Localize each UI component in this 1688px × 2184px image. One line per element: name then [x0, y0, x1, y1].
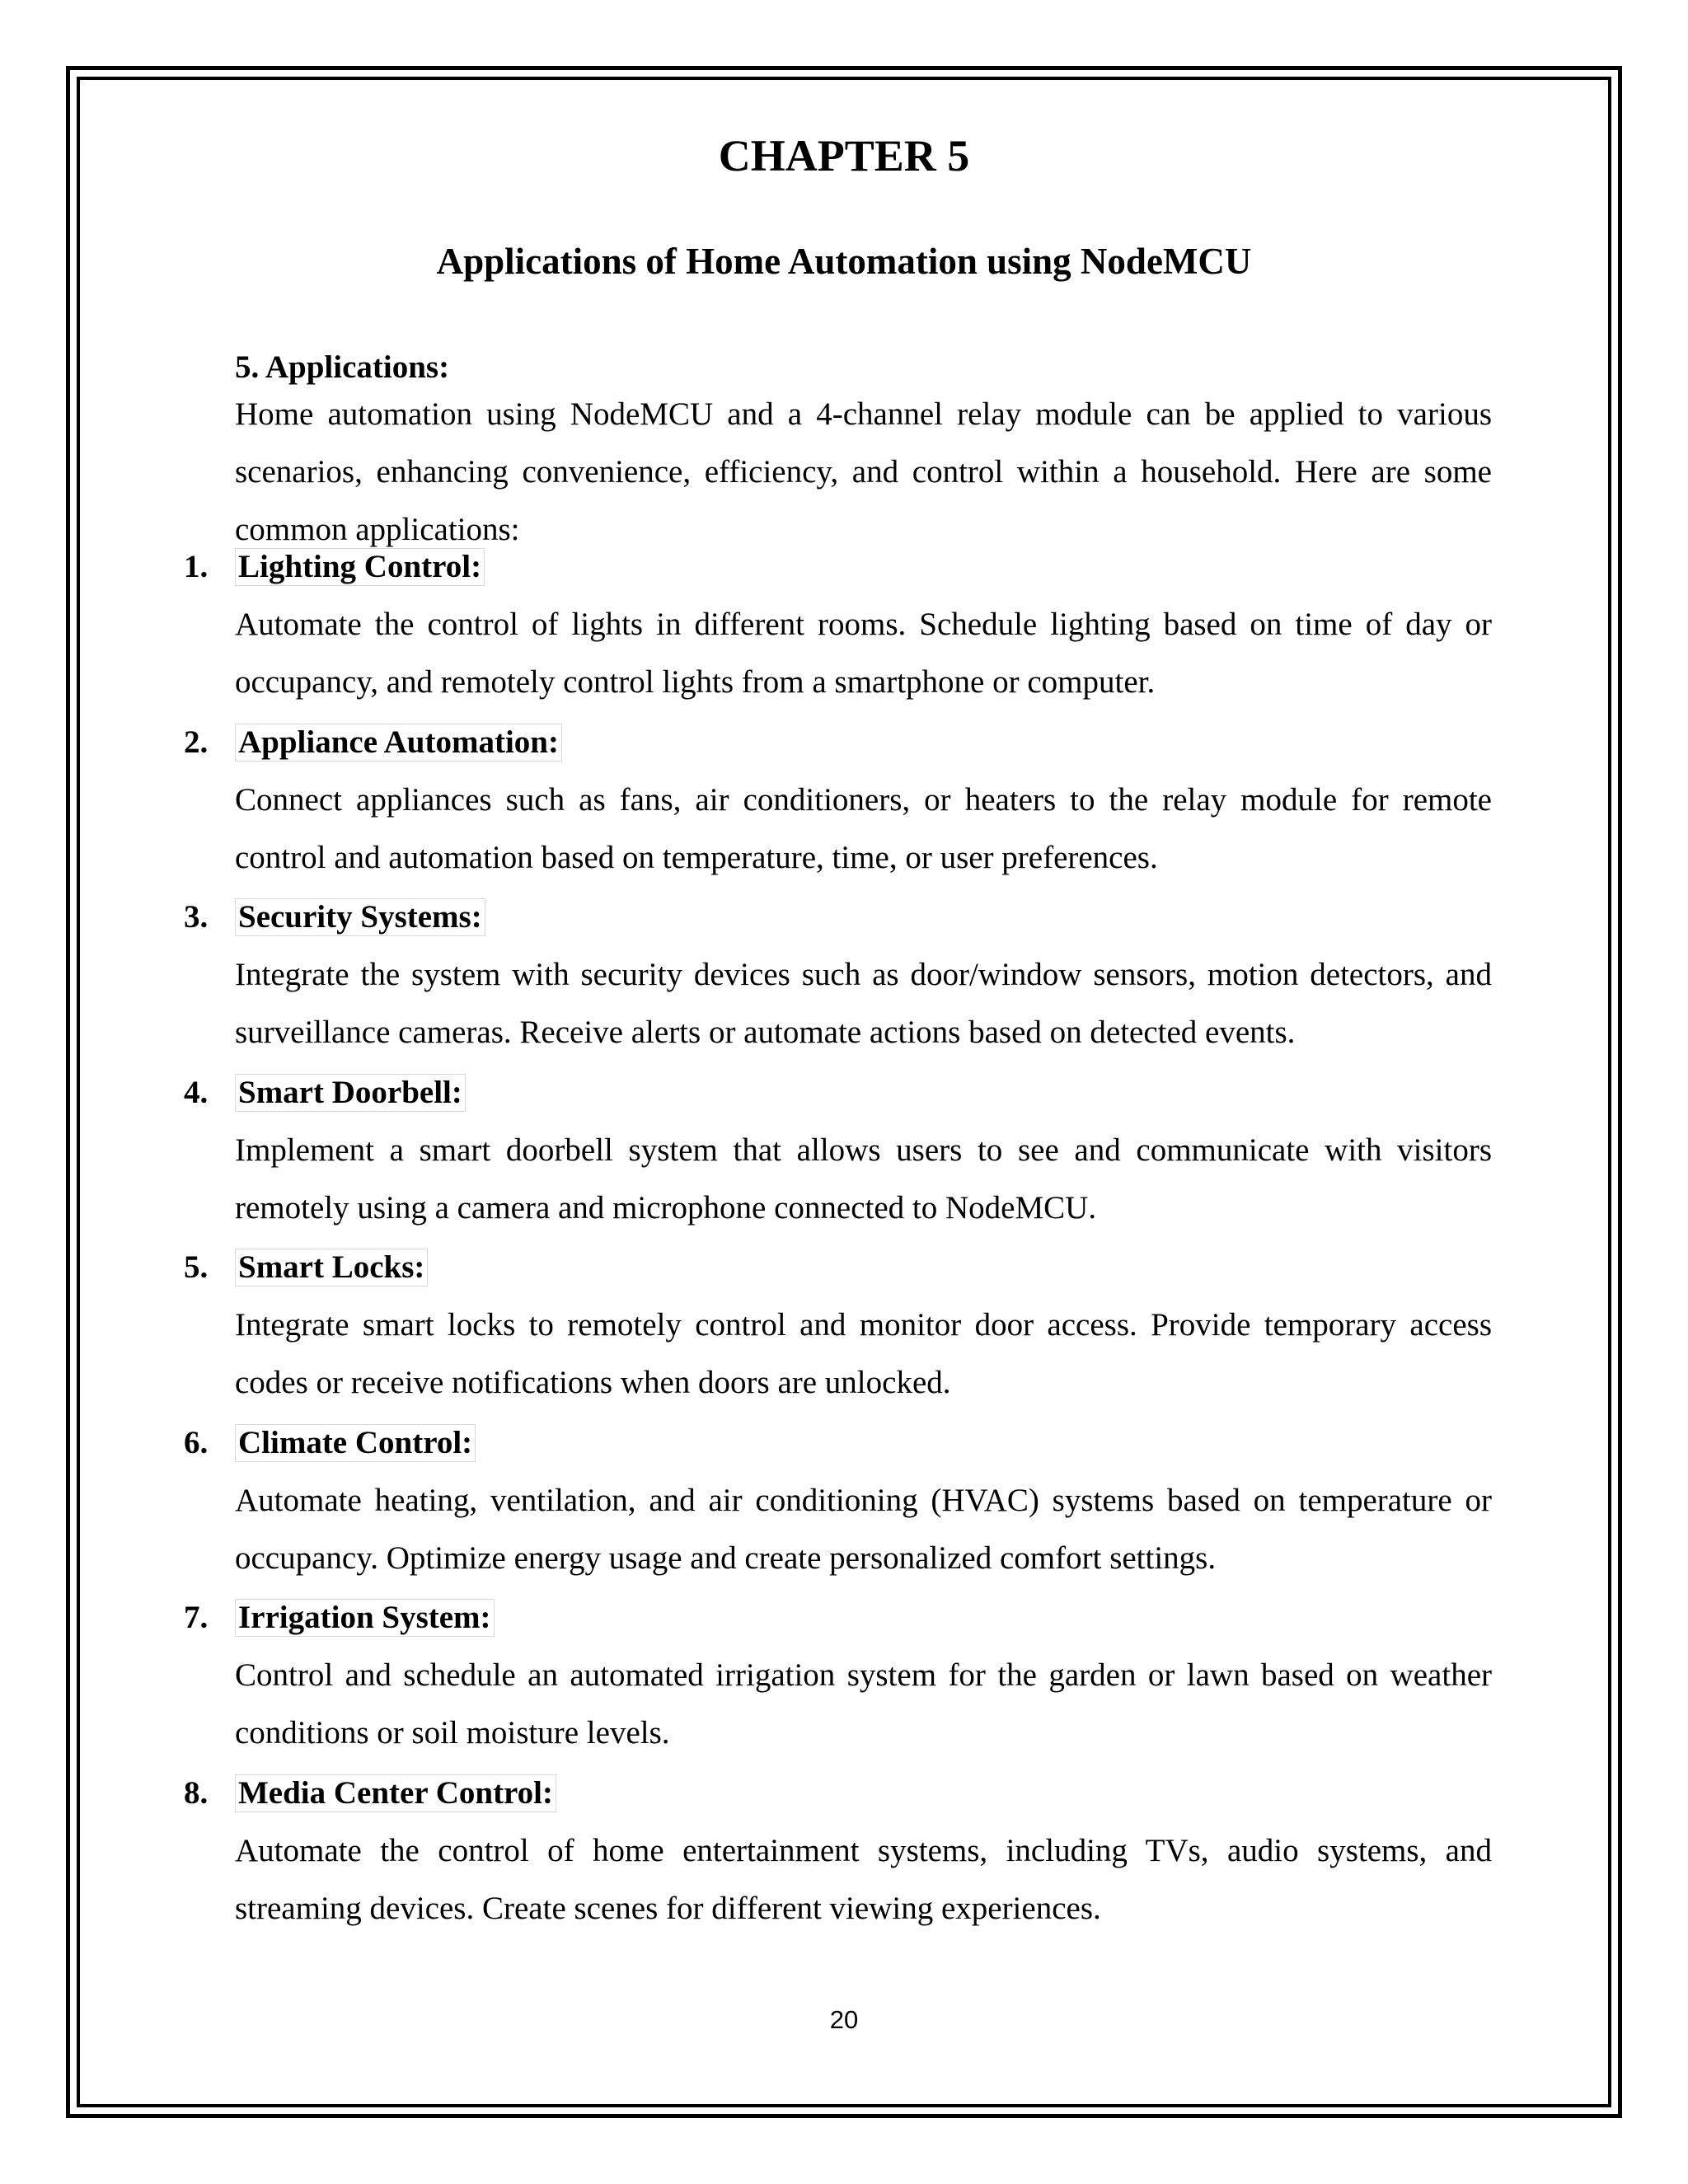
- item-number: 4.: [184, 1074, 209, 1110]
- item-title: Smart Locks:: [235, 1249, 428, 1286]
- application-item: [77, 1589, 1611, 1765]
- document-page: [77, 77, 1611, 2107]
- page-number: 20: [829, 2005, 859, 2034]
- application-item: [77, 538, 1611, 714]
- section-heading: 5. Applications:: [235, 349, 450, 385]
- item-description: Automate the control of lights in different rooms. Schedule lighting based on time of day or occupancy, and remotely control lights from a smartphone or computer.: [235, 607, 1492, 700]
- applications-list: [77, 538, 1611, 1939]
- item-description: Automate the control of home entertainment systems, including TVs, audio systems, and streaming devices. Create scenes for different viewing experiences.: [235, 1832, 1492, 1926]
- item-title: Media Center Control:: [235, 1774, 556, 1812]
- application-item: [77, 1765, 1611, 1940]
- item-title: Security Systems:: [235, 898, 485, 936]
- item-description: Integrate smart locks to remotely control and monitor door access. Provide temporary access codes or receive notifications when doors are unlocked.: [235, 1307, 1492, 1400]
- item-title: Lighting Control:: [235, 548, 485, 586]
- intro-paragraph: Home automation using NodeMCU and a 4-channel relay module can be applied to various scenarios, enhancing convenience, efficiency, and control within a household. Here are some common applications:: [235, 396, 1492, 547]
- item-title: Irrigation System:: [235, 1599, 495, 1637]
- item-number: 1.: [184, 549, 209, 584]
- item-number: 2.: [184, 724, 209, 760]
- item-number: 5.: [184, 1249, 209, 1285]
- item-description: Control and schedule an automated irrigation system for the garden or lawn based on weather conditions or soil moisture levels.: [235, 1657, 1492, 1750]
- application-item: [77, 714, 1611, 889]
- item-description: Automate heating, ventilation, and air conditioning (HVAC) systems based on temperature or occupancy. Optimize energy usage and create personalized comfort settings.: [235, 1482, 1492, 1576]
- item-number: 6.: [184, 1424, 209, 1460]
- application-item: [77, 888, 1611, 1064]
- item-number: 3.: [184, 899, 209, 935]
- item-number: 7.: [184, 1600, 209, 1635]
- application-item: [77, 1414, 1611, 1590]
- application-item: [77, 1064, 1611, 1240]
- item-title: Appliance Automation:: [235, 724, 562, 762]
- application-item: [77, 1239, 1611, 1414]
- item-number: 8.: [184, 1774, 209, 1811]
- chapter-subtitle: Applications of Home Automation using NodeMCU: [436, 241, 1252, 282]
- item-title: Smart Doorbell:: [235, 1074, 466, 1112]
- chapter-heading: CHAPTER 5: [718, 131, 970, 180]
- item-description: Implement a smart doorbell system that allows users to see and communicate with visitors remotely using a camera and microphone connected to NodeMCU.: [235, 1132, 1492, 1226]
- item-description: Connect appliances such as fans, air conditioners, or heaters to the relay module for remote control and automation based on temperature, time, or user preferences.: [235, 781, 1492, 875]
- item-description: Integrate the system with security devices such as door/window sensors, motion detectors, and surveillance cameras. Receive alerts or automate actions based on detected events.: [235, 957, 1492, 1050]
- item-title: Climate Control:: [235, 1424, 476, 1462]
